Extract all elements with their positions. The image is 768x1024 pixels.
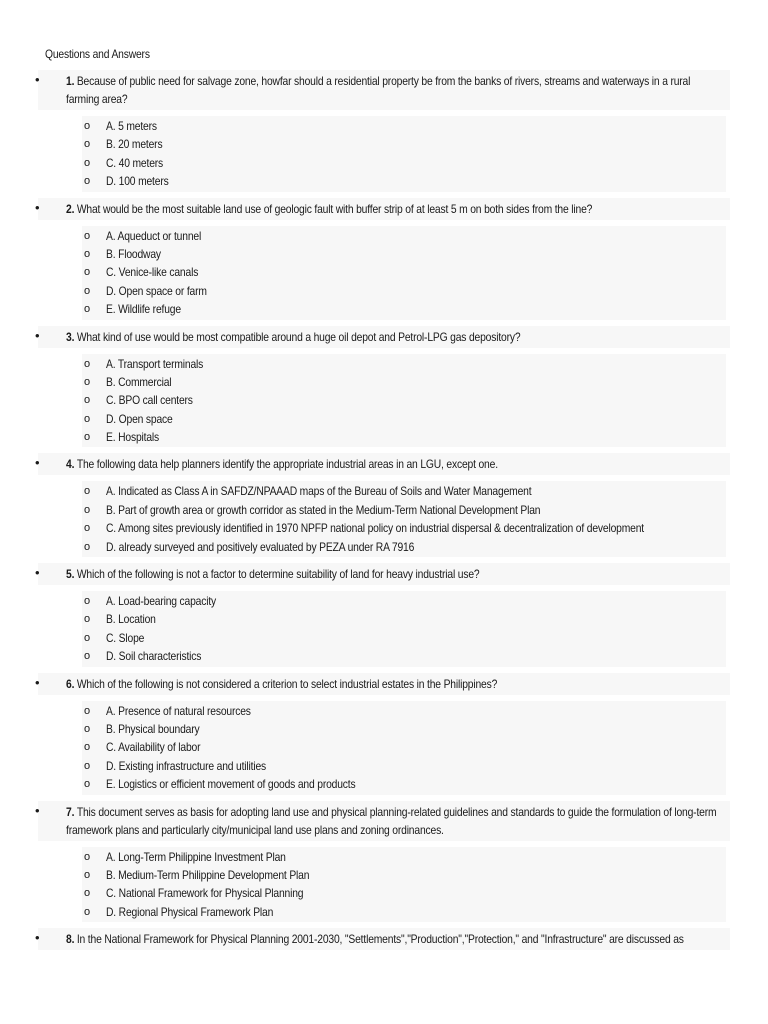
option-text: A. Transport terminals <box>106 356 204 371</box>
question-text: What would be the most suitable land use of geologic fault with buffer strip of at least 5 m on both sides from the line? <box>76 201 593 216</box>
option-text: C. Slope <box>106 630 145 645</box>
circle-bullet-icon: o <box>84 722 90 735</box>
option-item <box>82 702 726 720</box>
circle-bullet-icon: o <box>84 613 90 626</box>
question-text: What kind of use would be most compatible around a huge oil depot and Petrol-LPG gas depository? <box>76 329 521 344</box>
circle-bullet-icon: o <box>84 138 90 151</box>
bullet-icon: • <box>35 199 40 215</box>
option-item <box>82 172 726 190</box>
bullet-icon: • <box>35 455 40 471</box>
circle-bullet-icon: o <box>84 120 90 132</box>
option-item <box>82 373 726 391</box>
question-text: This document serves as basis for adopting land use and physical planning-related guidelines and standards to guide the formulation of long-term framework plans and particularly city/municipal land use plans and zoning ordinances. <box>66 804 717 837</box>
question-number: 3. <box>66 329 75 344</box>
option-item <box>82 410 726 428</box>
question-text-wrapper <box>66 328 722 346</box>
question-text: Which of the following is not a factor to determine suitability of land for heavy industrial use? <box>76 567 480 582</box>
circle-bullet-icon: o <box>84 247 90 260</box>
circle-bullet-icon: o <box>84 741 90 754</box>
option-item <box>82 263 726 281</box>
question-line <box>35 928 730 950</box>
question-number: 4. <box>66 457 75 472</box>
question-item <box>0 198 768 320</box>
option-text: D. Open space or farm <box>106 283 207 298</box>
question-line <box>35 801 730 841</box>
question-item <box>0 70 768 192</box>
option-text: C. Among sites previously identified in 1970 NPFP national policy on industrial dispersal & decentralization of development <box>106 521 644 536</box>
question-text: Because of public need for salvage zone, howfar should a residential property be from the banks of rivers, streams and waterways in a rural farming area? <box>66 74 691 106</box>
option-text: D. 100 meters <box>106 174 169 189</box>
question-text-wrapper <box>66 200 722 218</box>
question-text-wrapper <box>66 675 722 693</box>
option-item <box>82 282 726 300</box>
option-text: B. Medium-Term Philippine Development Plan <box>106 867 310 882</box>
question-line <box>35 563 730 585</box>
option-text: D. Soil characteristics <box>106 649 202 664</box>
circle-bullet-icon: o <box>84 887 90 900</box>
option-list <box>82 591 726 667</box>
option-item <box>82 391 726 409</box>
question-text: In the National Framework for Physical Planning 2001-2030, "Settlements","Production","Protection," and "Infrastructure" are discussed as <box>76 932 684 947</box>
circle-bullet-icon: o <box>84 485 90 498</box>
option-item <box>82 848 726 866</box>
option-list <box>82 354 726 448</box>
option-item <box>82 117 726 135</box>
option-text: C. Venice-like canals <box>106 265 199 280</box>
question-text-wrapper <box>66 803 722 839</box>
question-list <box>0 70 768 956</box>
option-text: B. Part of growth area or growth corridor as stated in the Medium-Term National Development Plan <box>106 502 541 517</box>
option-item <box>82 738 726 756</box>
option-item <box>82 775 726 793</box>
option-item <box>82 501 726 519</box>
option-item <box>82 428 726 446</box>
option-text: E. Wildlife refuge <box>106 302 181 317</box>
bullet-icon: • <box>35 674 40 690</box>
option-text: B. Location <box>106 612 156 627</box>
circle-bullet-icon: o <box>84 778 90 791</box>
option-item <box>82 538 726 556</box>
question-text-wrapper <box>66 72 722 108</box>
bullet-icon: • <box>35 565 40 581</box>
option-list <box>82 226 726 320</box>
question-line <box>35 673 730 695</box>
question-line <box>35 453 730 475</box>
option-item <box>82 154 726 172</box>
circle-bullet-icon: o <box>84 850 90 863</box>
question-item <box>0 928 768 950</box>
option-text: A. 5 meters <box>106 119 157 133</box>
option-item <box>82 866 726 884</box>
circle-bullet-icon: o <box>84 412 90 425</box>
circle-bullet-icon: o <box>84 503 90 516</box>
option-item <box>82 300 726 318</box>
question-item <box>0 801 768 923</box>
circle-bullet-icon: o <box>84 375 90 388</box>
question-item <box>0 453 768 557</box>
question-number: 7. <box>66 804 75 819</box>
option-text: A. Long-Term Philippine Investment Plan <box>106 849 286 864</box>
question-line <box>35 198 730 220</box>
circle-bullet-icon: o <box>84 303 90 316</box>
option-text: A. Load-bearing capacity <box>106 594 217 609</box>
circle-bullet-icon: o <box>84 266 90 279</box>
question-text: Which of the following is not considered a criterion to select industrial estates in the Philippines? <box>76 676 498 691</box>
bullet-icon: • <box>35 802 40 818</box>
option-text: C. BPO call centers <box>106 393 193 408</box>
circle-bullet-icon: o <box>84 540 90 553</box>
option-item <box>82 135 726 153</box>
circle-bullet-icon: o <box>84 704 90 717</box>
question-line <box>35 326 730 348</box>
question-text-wrapper <box>66 930 722 948</box>
option-text: C. Availability of labor <box>106 740 201 755</box>
question-number: 6. <box>66 676 75 691</box>
option-item <box>82 720 726 738</box>
circle-bullet-icon: o <box>84 175 90 188</box>
option-item <box>82 482 726 500</box>
question-item <box>0 673 768 795</box>
option-item <box>82 592 726 610</box>
option-text: A. Presence of natural resources <box>106 703 251 718</box>
circle-bullet-icon: o <box>84 631 90 644</box>
option-text: B. Physical boundary <box>106 721 200 736</box>
option-text: B. Floodway <box>106 246 161 261</box>
bullet-icon: • <box>35 72 40 87</box>
option-text: A. Indicated as Class A in SAFDZ/NPAAAD maps of the Bureau of Soils and Water Management <box>106 484 532 499</box>
circle-bullet-icon: o <box>84 905 90 918</box>
question-item <box>0 563 768 667</box>
question-line <box>35 70 730 110</box>
option-text: C. National Framework for Physical Planning <box>106 886 304 901</box>
option-text: D. already surveyed and positively evaluated by PEZA under RA 7916 <box>106 539 415 554</box>
option-item <box>82 355 726 373</box>
circle-bullet-icon: o <box>84 156 90 169</box>
option-item <box>82 903 726 921</box>
circle-bullet-icon: o <box>84 357 90 370</box>
option-item <box>82 245 726 263</box>
circle-bullet-icon: o <box>84 595 90 608</box>
circle-bullet-icon: o <box>84 868 90 881</box>
circle-bullet-icon: o <box>84 229 90 242</box>
option-item <box>82 647 726 665</box>
option-text: B. 20 meters <box>106 137 163 152</box>
question-number: 1. <box>66 74 75 88</box>
bullet-icon: • <box>35 327 40 343</box>
option-item <box>82 884 726 902</box>
question-text: The following data help planners identify the appropriate industrial areas in an LGU, except one. <box>76 457 498 472</box>
option-text: E. Logistics or efficient movement of goods and products <box>106 777 356 792</box>
circle-bullet-icon: o <box>84 284 90 297</box>
option-item <box>82 610 726 628</box>
circle-bullet-icon: o <box>84 431 90 444</box>
question-number: 5. <box>66 567 75 582</box>
question-item <box>0 326 768 448</box>
option-item <box>82 227 726 245</box>
option-list <box>82 116 726 192</box>
option-list <box>82 701 726 795</box>
question-text-wrapper <box>66 455 722 473</box>
circle-bullet-icon: o <box>84 522 90 535</box>
question-number: 2. <box>66 201 75 216</box>
question-number: 8. <box>66 932 75 947</box>
option-item <box>82 757 726 775</box>
option-text: B. Commercial <box>106 374 172 389</box>
option-text: D. Existing infrastructure and utilities <box>106 758 267 773</box>
option-item <box>82 519 726 537</box>
document-title: Questions and Answers <box>45 47 150 61</box>
circle-bullet-icon: o <box>84 394 90 407</box>
option-text: E. Hospitals <box>106 430 160 445</box>
question-text-wrapper <box>66 565 722 583</box>
option-item <box>82 629 726 647</box>
circle-bullet-icon: o <box>84 650 90 663</box>
option-text: A. Aqueduct or tunnel <box>106 228 202 243</box>
option-text: C. 40 meters <box>106 155 164 170</box>
option-list <box>82 481 726 557</box>
option-text: D. Open space <box>106 411 173 426</box>
option-text: D. Regional Physical Framework Plan <box>106 904 274 919</box>
bullet-icon: • <box>35 930 40 946</box>
option-list <box>82 847 726 923</box>
circle-bullet-icon: o <box>84 759 90 772</box>
